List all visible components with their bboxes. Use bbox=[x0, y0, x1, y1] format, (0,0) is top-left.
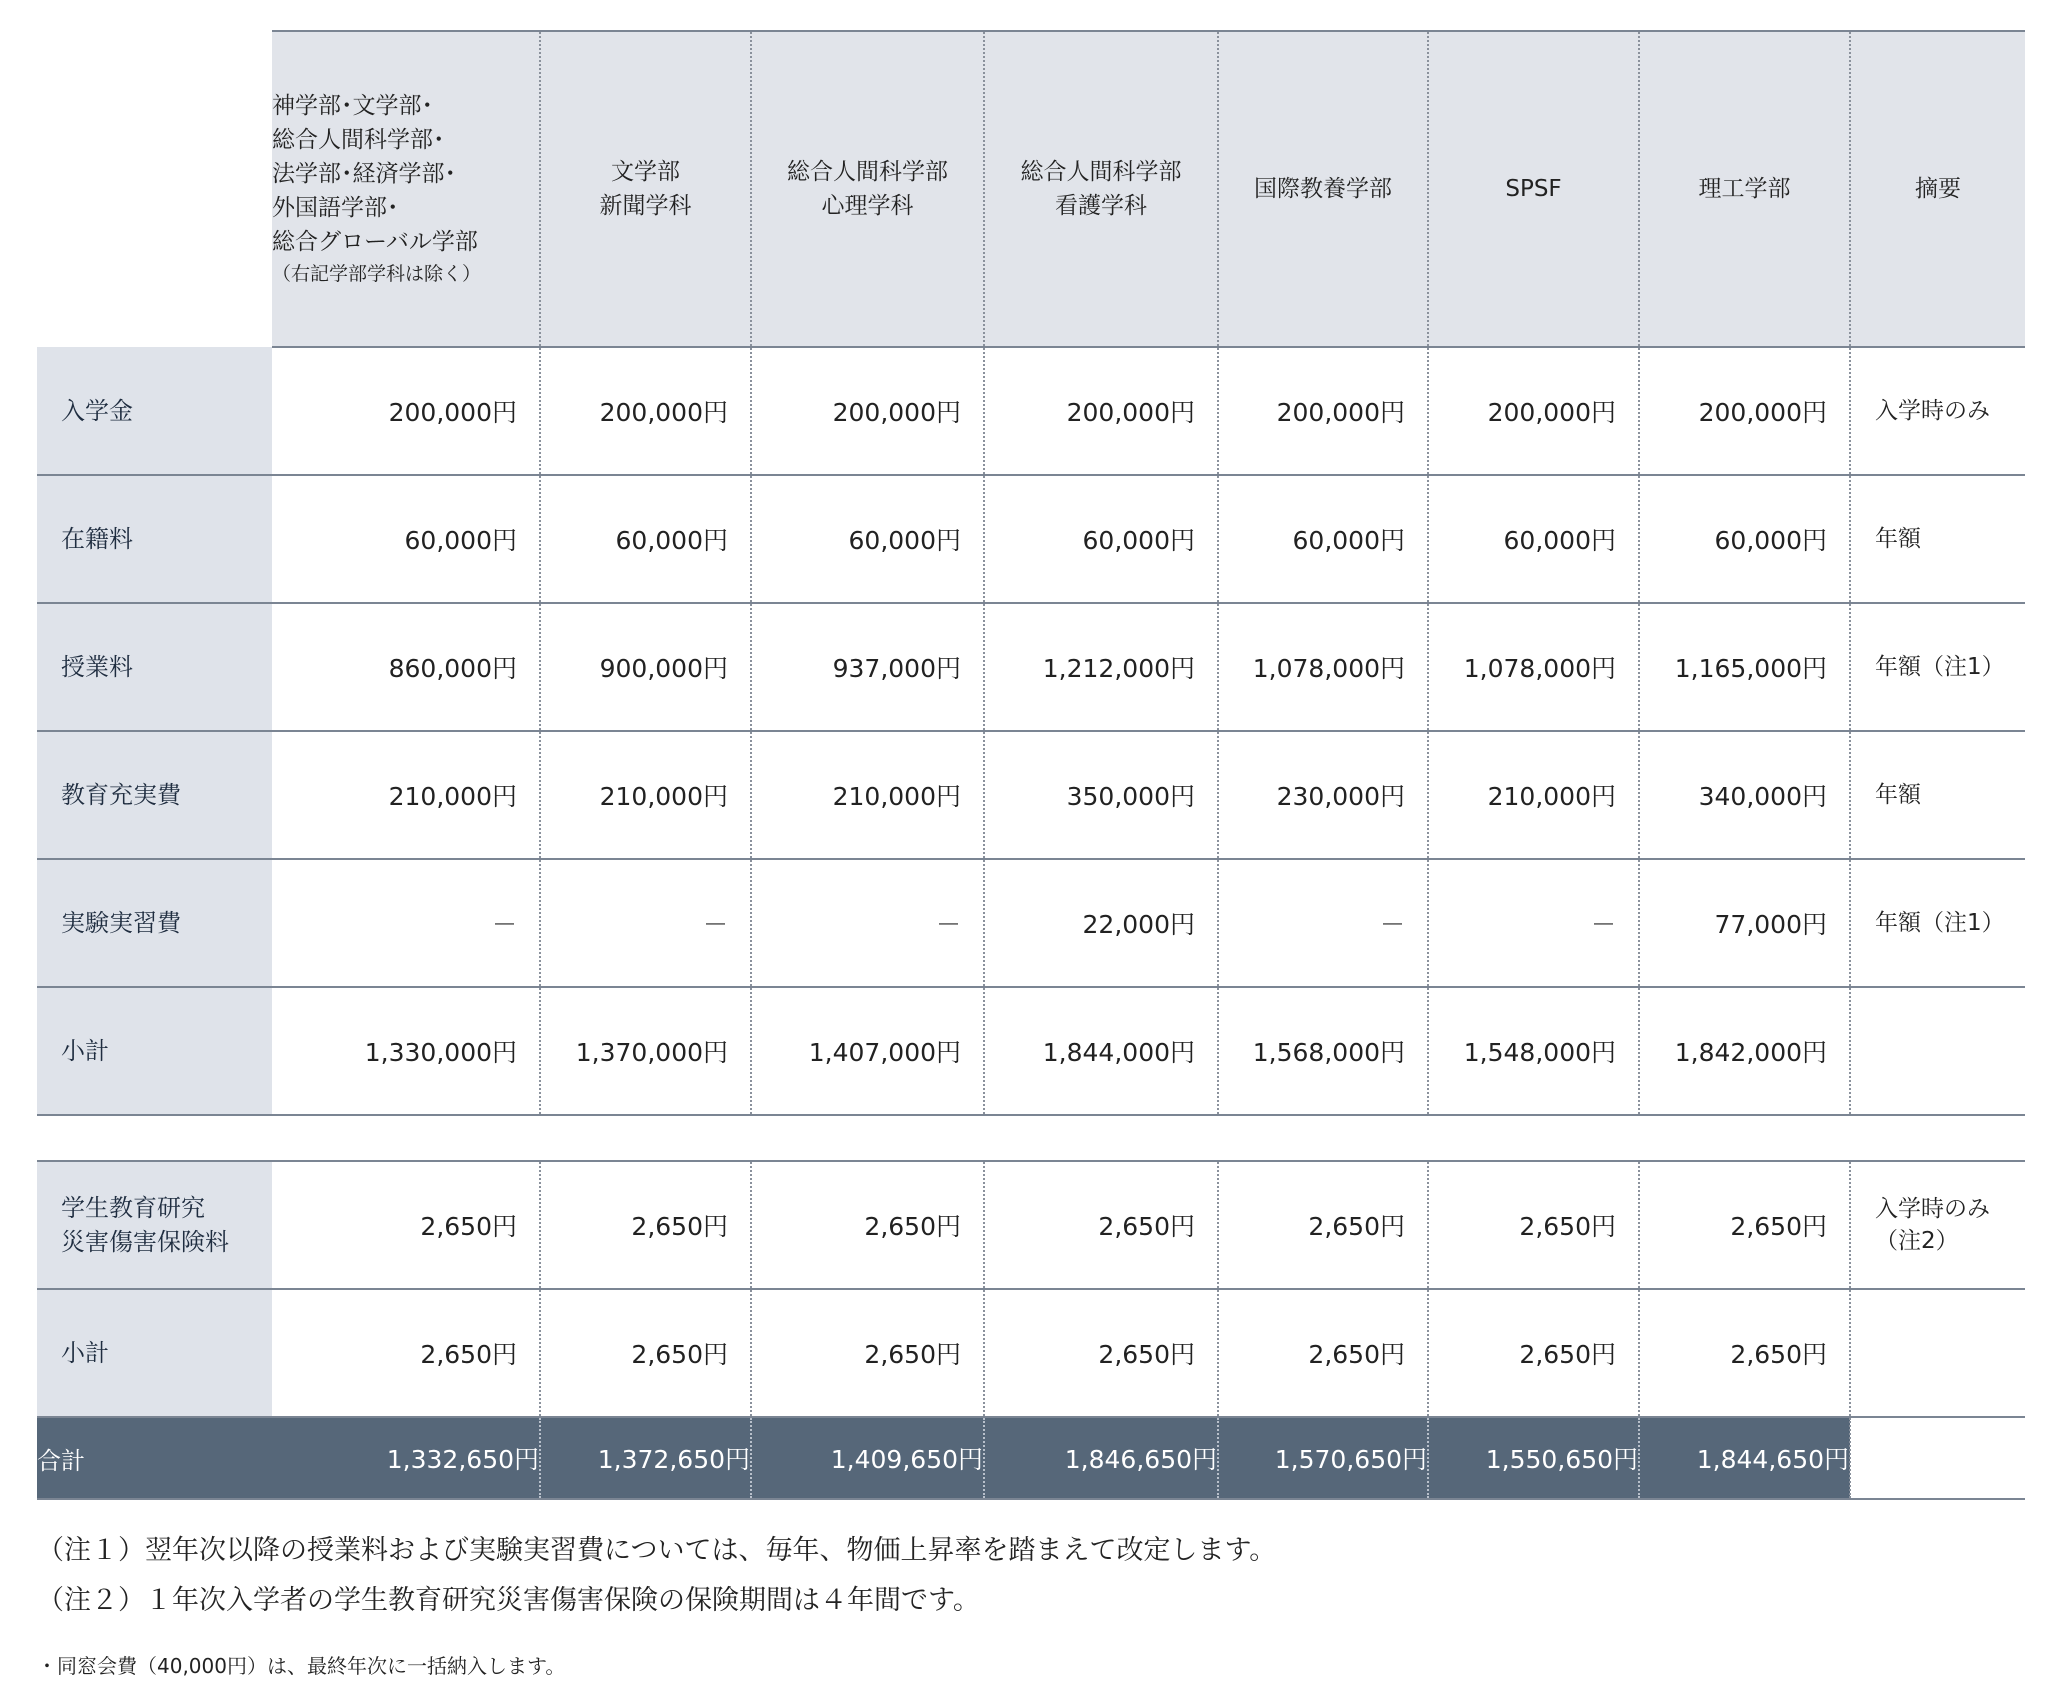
fee-value: 1,370,000円 bbox=[540, 987, 751, 1115]
column-header-line: 神学部･文学部･ bbox=[272, 93, 433, 119]
column-header bbox=[540, 31, 751, 347]
fee-value: 60,000円 bbox=[984, 475, 1218, 603]
fee-value: 1,842,000円 bbox=[1639, 987, 1850, 1115]
fee-value: 200,000円 bbox=[751, 347, 984, 475]
fee-value: 1,330,000円 bbox=[272, 987, 540, 1115]
column-header bbox=[1850, 31, 2025, 347]
row-label-line: 在籍料 bbox=[61, 525, 133, 553]
fee-value: 2,650円 bbox=[1639, 1289, 1850, 1417]
row-note bbox=[1850, 1161, 2025, 1289]
fee-value: 60,000円 bbox=[1428, 475, 1639, 603]
total-value: 1,332,650円 bbox=[272, 1417, 540, 1499]
section-gap-cell bbox=[37, 1115, 2025, 1161]
fee-value: 200,000円 bbox=[1218, 347, 1428, 475]
row-label-line: 実験実習費 bbox=[61, 909, 181, 937]
column-header-line: 外国語学部･ bbox=[272, 195, 399, 221]
row-label bbox=[37, 987, 272, 1115]
column-header bbox=[984, 31, 1218, 347]
table-row bbox=[37, 603, 2025, 731]
column-header-note: （右記学部学科は除く） bbox=[272, 263, 482, 285]
row-label bbox=[37, 731, 272, 859]
column-header-line: 国際教養学部 bbox=[1254, 176, 1392, 202]
column-header-line: 総合人間科学部 bbox=[787, 159, 948, 185]
fee-value: 200,000円 bbox=[540, 347, 751, 475]
total-value: 1,409,650円 bbox=[751, 1417, 984, 1499]
fee-value: 1,568,000円 bbox=[1218, 987, 1428, 1115]
row-note-line: 年額 bbox=[1875, 526, 1921, 552]
fee-value: 210,000円 bbox=[540, 731, 751, 859]
fee-value: 200,000円 bbox=[272, 347, 540, 475]
fee-value: 1,078,000円 bbox=[1428, 603, 1639, 731]
fee-value: 2,650円 bbox=[751, 1161, 984, 1289]
header-corner bbox=[37, 31, 272, 347]
row-note bbox=[1850, 1289, 2025, 1417]
column-header bbox=[751, 31, 984, 347]
row-label bbox=[37, 1161, 272, 1289]
fee-value: － bbox=[751, 859, 984, 987]
fee-value: 350,000円 bbox=[984, 731, 1218, 859]
table-row bbox=[37, 1161, 2025, 1289]
column-header-line: 看護学科 bbox=[1055, 193, 1147, 219]
column-header-line: 新聞学科 bbox=[599, 193, 692, 219]
table-row bbox=[37, 859, 2025, 987]
column-header-line: 文学部 bbox=[611, 159, 680, 185]
column-header-line: 法学部･経済学部･ bbox=[272, 161, 456, 187]
table-row bbox=[37, 731, 2025, 859]
column-header-line: 心理学科 bbox=[821, 193, 914, 219]
fee-value: 2,650円 bbox=[751, 1289, 984, 1417]
fee-value: 1,548,000円 bbox=[1428, 987, 1639, 1115]
fee-value: － bbox=[540, 859, 751, 987]
fee-value: 22,000円 bbox=[984, 859, 1218, 987]
column-header bbox=[1639, 31, 1850, 347]
row-note-line: 入学時のみ bbox=[1875, 1196, 1990, 1222]
row-note bbox=[1850, 347, 2025, 475]
fee-value: 1,165,000円 bbox=[1639, 603, 1850, 731]
fee-value: 2,650円 bbox=[1428, 1289, 1639, 1417]
fee-value: 210,000円 bbox=[272, 731, 540, 859]
fee-value: 937,000円 bbox=[751, 603, 984, 731]
row-label bbox=[37, 1289, 272, 1417]
fee-value: 2,650円 bbox=[540, 1289, 751, 1417]
fee-value: 2,650円 bbox=[1218, 1161, 1428, 1289]
table-row bbox=[37, 987, 2025, 1115]
fee-value: 1,078,000円 bbox=[1218, 603, 1428, 731]
row-note-line: 年額（注1） bbox=[1875, 910, 2005, 936]
row-label bbox=[37, 347, 272, 475]
table-row bbox=[37, 475, 2025, 603]
fee-value: 2,650円 bbox=[272, 1161, 540, 1289]
fee-value: 2,650円 bbox=[984, 1161, 1218, 1289]
fee-value: 210,000円 bbox=[1428, 731, 1639, 859]
fee-value: 210,000円 bbox=[751, 731, 984, 859]
column-header bbox=[1428, 31, 1639, 347]
column-header-line: 総合人間科学部 bbox=[1020, 159, 1182, 185]
fee-value: － bbox=[1428, 859, 1639, 987]
fee-value: 1,407,000円 bbox=[751, 987, 984, 1115]
fee-value: 230,000円 bbox=[1218, 731, 1428, 859]
fee-value: 2,650円 bbox=[984, 1289, 1218, 1417]
total-note bbox=[1850, 1417, 2025, 1499]
row-note-line: 年額（注1） bbox=[1875, 654, 2005, 680]
fee-value: 200,000円 bbox=[1639, 347, 1850, 475]
fee-value: 860,000円 bbox=[272, 603, 540, 731]
total-value: 1,372,650円 bbox=[540, 1417, 751, 1499]
row-note-line: 入学時のみ bbox=[1875, 398, 1990, 424]
column-header-line: 総合人間科学部･ bbox=[272, 127, 445, 153]
total-value: 1,550,650円 bbox=[1428, 1417, 1639, 1499]
fee-value: 2,650円 bbox=[1218, 1289, 1428, 1417]
row-note bbox=[1850, 987, 2025, 1115]
section-gap bbox=[37, 1115, 2025, 1161]
total-value: 1,844,650円 bbox=[1639, 1417, 1850, 1499]
column-header bbox=[1218, 31, 1428, 347]
row-label-line: 入学金 bbox=[61, 396, 133, 425]
header-row bbox=[37, 31, 2025, 347]
fee-value: 1,844,000円 bbox=[984, 987, 1218, 1115]
fee-value: 900,000円 bbox=[540, 603, 751, 731]
footnote-small: ・同窓会費（40,000円）は、最終年次に一括納入します。 bbox=[37, 1654, 566, 1678]
fee-value: 60,000円 bbox=[1639, 475, 1850, 603]
row-note bbox=[1850, 603, 2025, 731]
column-header-line: 摘要 bbox=[1915, 176, 1961, 202]
fee-value: 60,000円 bbox=[540, 475, 751, 603]
row-label-line: 授業料 bbox=[61, 653, 133, 681]
footnote-2: （注２）１年次入学者の学生教育研究災害傷害保険の保険期間は４年間です。 bbox=[37, 1585, 980, 1616]
fee-value: 340,000円 bbox=[1639, 731, 1850, 859]
row-note bbox=[1850, 475, 2025, 603]
fee-table-body bbox=[37, 347, 2025, 1499]
fee-value: － bbox=[272, 859, 540, 987]
table-row bbox=[37, 1289, 2025, 1417]
fee-value: 60,000円 bbox=[751, 475, 984, 603]
column-header-line: 総合グローバル学部 bbox=[272, 229, 478, 255]
footnote-1: （注１）翌年次以降の授業料および実験実習費については、毎年、物価上昇率を踏まえて改定します。 bbox=[37, 1535, 1277, 1566]
row-label-line: 小計 bbox=[61, 1037, 109, 1065]
column-header-line: 理工学部 bbox=[1698, 176, 1791, 202]
fee-value: 2,650円 bbox=[540, 1161, 751, 1289]
row-label-line: 教育充実費 bbox=[61, 781, 181, 809]
fee-value: 1,212,000円 bbox=[984, 603, 1218, 731]
fee-value: － bbox=[1218, 859, 1428, 987]
fee-value: 200,000円 bbox=[1428, 347, 1639, 475]
table-row bbox=[37, 347, 2025, 475]
row-label bbox=[37, 859, 272, 987]
row-label-line: 災害傷害保険料 bbox=[61, 1228, 229, 1256]
fee-value: 60,000円 bbox=[272, 475, 540, 603]
fee-value: 60,000円 bbox=[1218, 475, 1428, 603]
fee-value: 2,650円 bbox=[272, 1289, 540, 1417]
row-label bbox=[37, 475, 272, 603]
row-label-line: 学生教育研究 bbox=[61, 1194, 205, 1222]
row-note-line: 年額 bbox=[1875, 782, 1921, 808]
row-note bbox=[1850, 859, 2025, 987]
total-value: 1,846,650円 bbox=[984, 1417, 1218, 1499]
row-note bbox=[1850, 731, 2025, 859]
fee-value: 77,000円 bbox=[1639, 859, 1850, 987]
fee-value: 2,650円 bbox=[1428, 1161, 1639, 1289]
row-label bbox=[37, 603, 272, 731]
fee-value: 2,650円 bbox=[1639, 1161, 1850, 1289]
total-value: 1,570,650円 bbox=[1218, 1417, 1428, 1499]
fee-value: 200,000円 bbox=[984, 347, 1218, 475]
column-header-line: SPSF bbox=[1505, 176, 1562, 202]
total-label: 合計 bbox=[37, 1417, 272, 1499]
total-row bbox=[37, 1417, 2025, 1499]
column-header bbox=[272, 31, 540, 347]
row-label-line: 小計 bbox=[61, 1339, 109, 1367]
fee-table bbox=[37, 30, 2025, 1500]
row-note-line: （注2） bbox=[1875, 1228, 1959, 1254]
